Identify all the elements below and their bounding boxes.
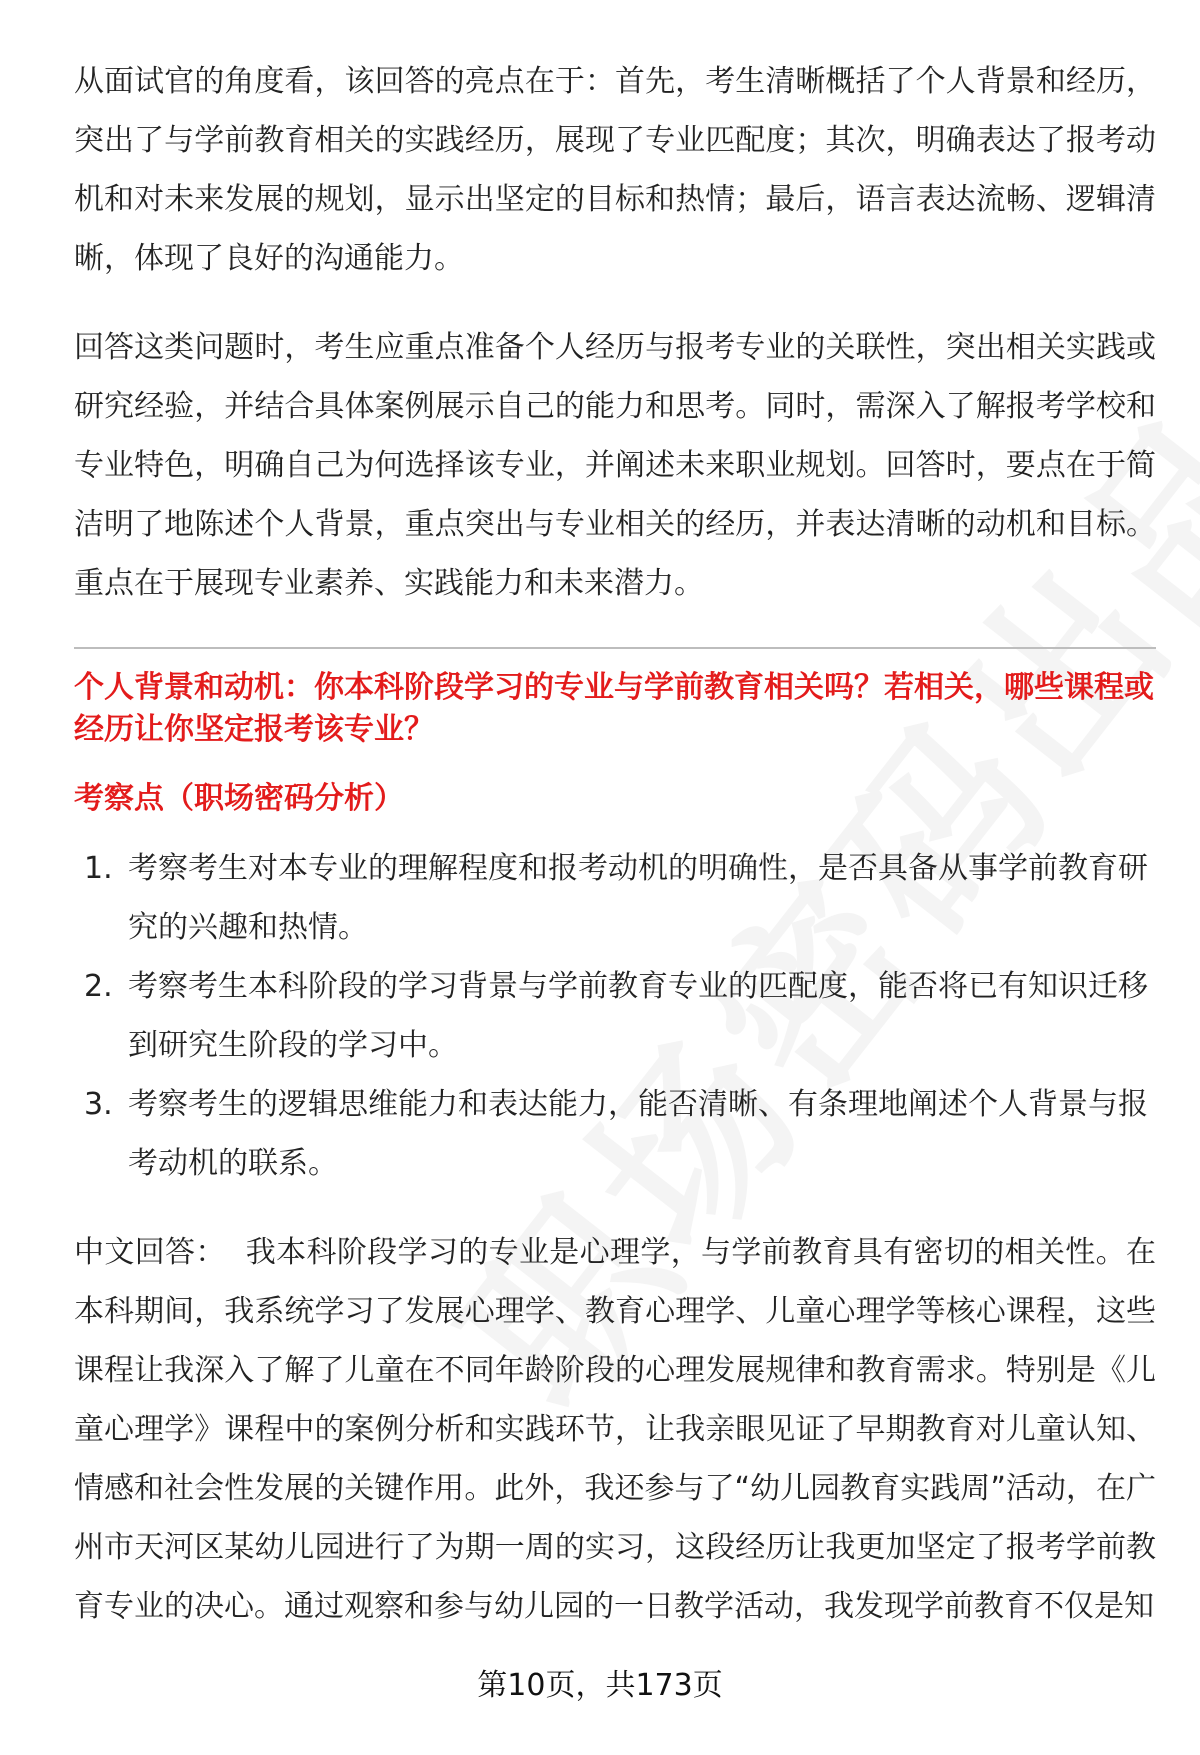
list-item-text: 考察考生本科阶段的学习背景与学前教育专业的匹配度，能否将已有知识迁移到研究生阶段的学习中。 bbox=[128, 969, 1148, 1063]
list-item-number: 3. bbox=[84, 1087, 113, 1122]
list-item-text: 考察考生对本专业的理解程度和报考动机的明确性，是否具备从事学前教育研究的兴趣和热情。 bbox=[128, 851, 1148, 945]
chinese-answer bbox=[74, 1223, 1156, 1636]
focus-point-list bbox=[74, 839, 1156, 1193]
list-item bbox=[74, 957, 1156, 1075]
focus-heading: 考察点（职场密码分析） bbox=[74, 781, 404, 816]
page-number: 第10页，共173页 bbox=[477, 1668, 723, 1703]
list-item-number: 2. bbox=[84, 969, 113, 1004]
section-divider bbox=[74, 647, 1156, 649]
answer-label: 中文回答： bbox=[74, 1235, 226, 1270]
paragraph-interviewer-view: 从面试官的角度看，该回答的亮点在于：首先，考生清晰概括了个人背景和经历，突出了与学前教育相关的实践经历，展现了专业匹配度；其次，明确表达了报考动机和对未来发展的规划，显示出坚定的目标和热情；最后，语言表达流畅、逻辑清晰，体现了良好的沟通能力。 bbox=[74, 64, 1156, 276]
list-item-text: 考察考生的逻辑思维能力和表达能力，能否清晰、有条理地阐述个人背景与报考动机的联系。 bbox=[128, 1087, 1148, 1181]
list-item bbox=[74, 839, 1156, 957]
paragraph-answer-tips: 回答这类问题时，考生应重点准备个人经历与报考专业的关联性，突出相关实践或研究经验，并结合具体案例展示自己的能力和思考。同时，需深入了解报考学校和专业特色，明确自己为何选择该专业，并阐述未来职业规划。回答时，要点在于简洁明了地陈述个人背景，重点突出与专业相关的经历，并表达清晰的动机和目标。重点在于展现专业素养、实践能力和未来潜力。 bbox=[74, 330, 1156, 601]
document-page bbox=[74, 52, 1156, 1666]
question-heading: 个人背景和动机：你本科阶段学习的专业与学前教育相关吗？若相关，哪些课程或经历让你坚定报考该专业？ bbox=[74, 670, 1154, 747]
list-item-number: 1. bbox=[84, 851, 113, 886]
list-item bbox=[74, 1075, 1156, 1193]
answer-text: 我本科阶段学习的专业是心理学，与学前教育具有密切的相关性。在本科期间，我系统学习了发展心理学、教育心理学、儿童心理学等核心课程，这些课程让我深入了解了儿童在不同年龄阶段的心理发展规律和教育需求。特别是《儿童心理学》课程中的案例分析和实践环节，让我亲眼见证了早期教育对儿童认知、情感和社会性发展的关键作用。此外，我还参与了“幼儿园教育实践周”活动，在广州市天河区某幼儿园进行了为期一周的实习，这段经历让我更加坚定了报考学前教育专业的决心。通过观察和参与幼儿园的一日教学活动，我发现学前教育不仅是知 bbox=[74, 1235, 1156, 1624]
